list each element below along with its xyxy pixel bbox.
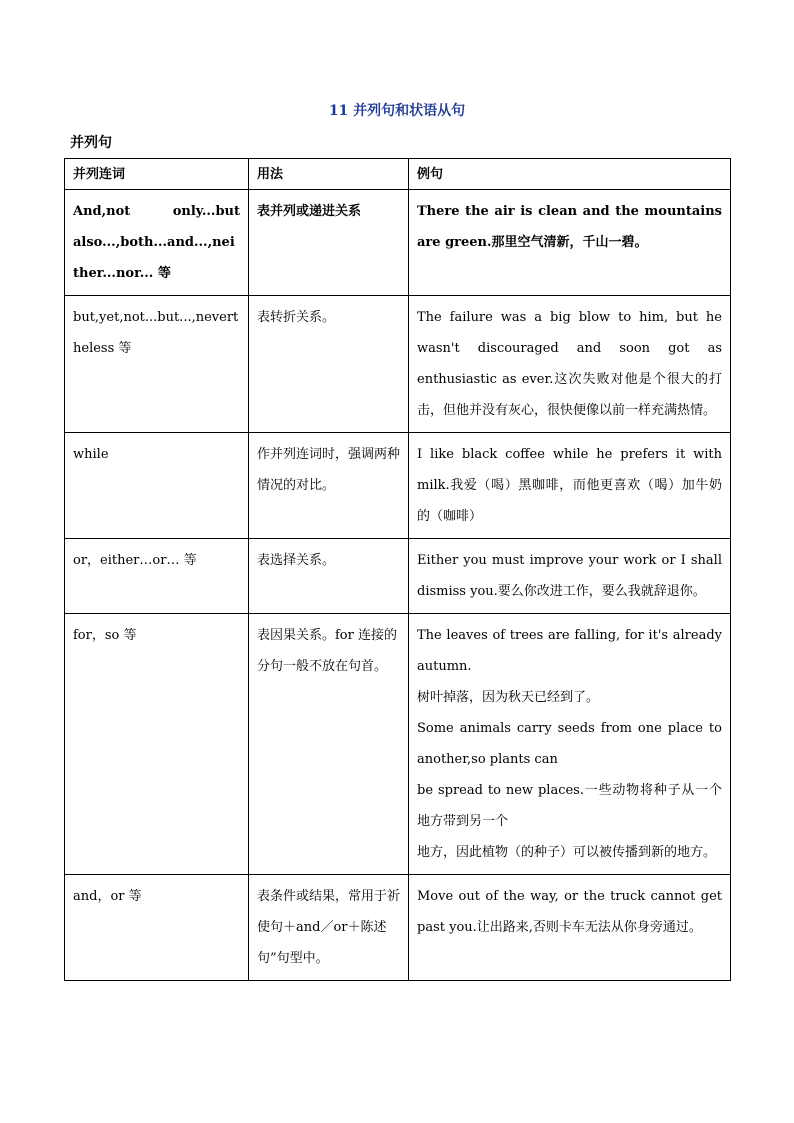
conjunction-cell: and，or 等 — [65, 875, 249, 981]
usage-cell: 表条件或结果，常用于祈使句＋and／or＋陈述句”句型中。 — [249, 875, 409, 981]
header-usage: 用法 — [249, 159, 409, 190]
example-cell: I like black coffee while he prefers it with milk.我爱（喝）黑咖啡，而他更喜欢（喝）加牛奶的（咖啡） — [409, 433, 731, 539]
example-cell: Either you must improve your work or I shall dismiss you.要么你改进工作，要么我就辞退你。 — [409, 539, 731, 614]
example-line: The leaves of trees are falling, for it's already autumn. — [417, 628, 722, 674]
usage-cell: 作并列连词时，强调两种情况的对比。 — [249, 433, 409, 539]
section-heading: 并列句 — [70, 135, 112, 151]
table-row — [65, 539, 731, 614]
conjunction-cell: or，either…or… 等 — [65, 539, 249, 614]
conjunction-table — [64, 158, 731, 981]
example-line: be spread to new places.一些动物将种子从一个地方带到另一个 — [417, 783, 722, 829]
example-line: 地方，因此植物（的种子）可以被传播到新的地方。 — [417, 845, 717, 860]
conjunction-cell: while — [65, 433, 249, 539]
conjunction-cell: And,not only...but also...,both...and...,neither...nor... 等 — [65, 190, 249, 296]
table-row — [65, 190, 731, 296]
table-header-row — [65, 159, 731, 190]
table-row — [65, 875, 731, 981]
page-title: 11 并列句和状语从句 — [328, 103, 466, 119]
example-cell: Move out of the way, or the truck cannot get past you.让出路来,否则卡车无法从你身旁通过。 — [409, 875, 731, 981]
conjunction-cell: but,yet,not...but...,nevertheless 等 — [65, 296, 249, 433]
table-row — [65, 614, 731, 875]
example-line: Some animals carry seeds from one place to another,so plants can — [417, 721, 722, 767]
table-row — [65, 433, 731, 539]
example-cell: There the air is clean and the mountains are green.那里空气清新，千山一碧。 — [409, 190, 731, 296]
header-conjunction: 并列连词 — [65, 159, 249, 190]
conjunction-cell: for，so 等 — [65, 614, 249, 875]
example-cell — [409, 614, 731, 875]
usage-cell: 表转折关系。 — [249, 296, 409, 433]
usage-cell: 表因果关系。for 连接的分句一般不放在句首。 — [249, 614, 409, 875]
header-example: 例句 — [409, 159, 731, 190]
usage-cell: 表并列或递进关系 — [249, 190, 409, 296]
table-row — [65, 296, 731, 433]
usage-cell: 表选择关系。 — [249, 539, 409, 614]
example-cell: The failure was a big blow to him, but he wasn't discouraged and soon got as enthusiastic as ever.这次失败对他是个很大的打击，但他并没有灰心，很快便像以前一样充满热情。 — [409, 296, 731, 433]
example-line: 树叶掉落，因为秋天已经到了。 — [417, 690, 600, 705]
